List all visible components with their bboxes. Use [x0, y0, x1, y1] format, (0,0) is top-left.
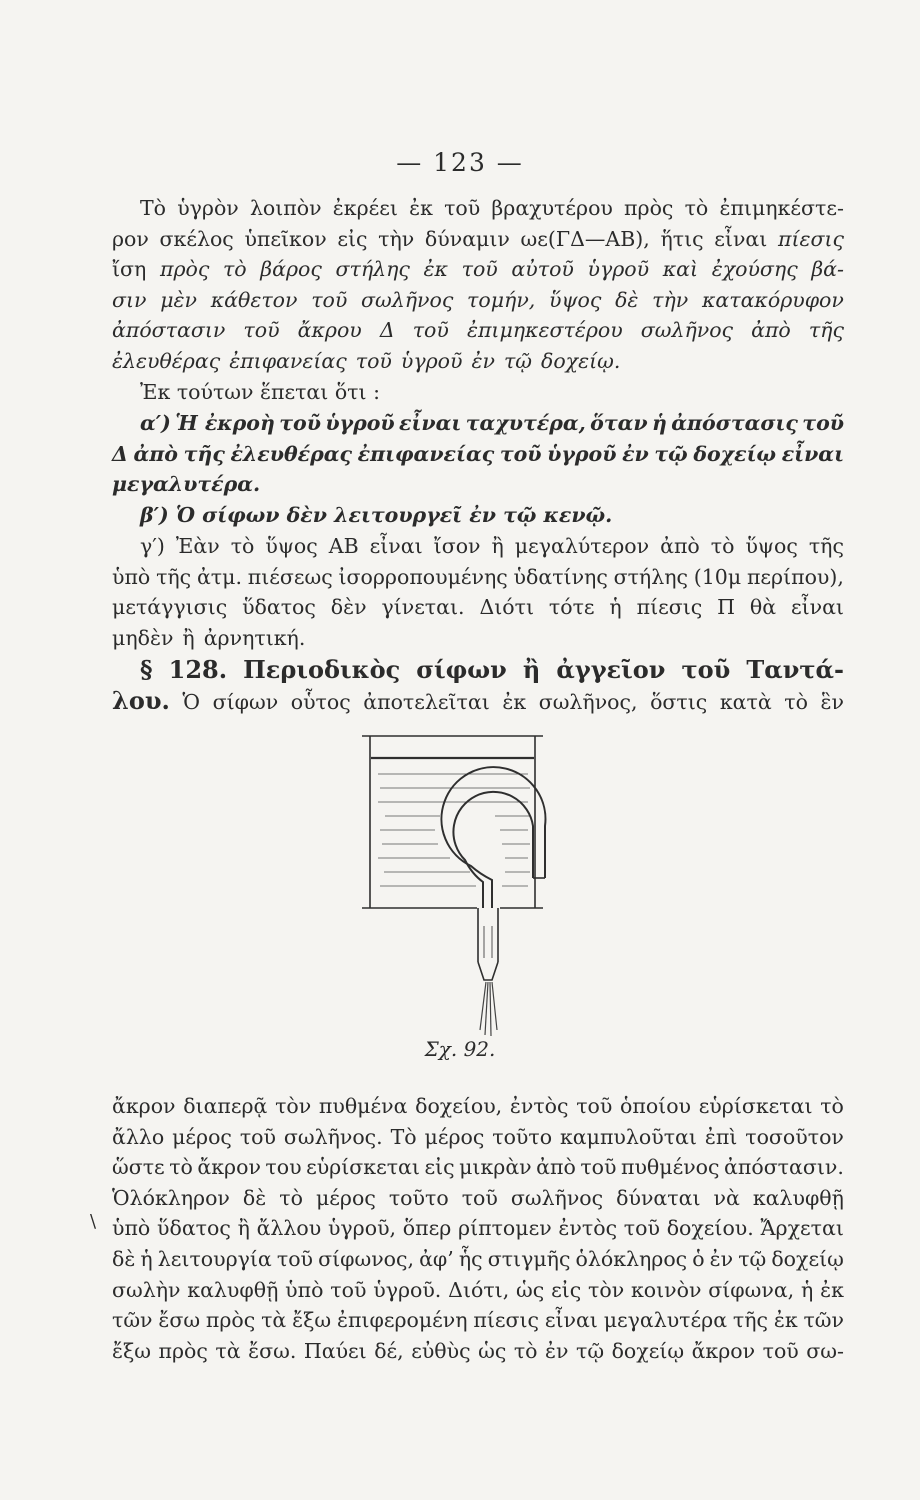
- word: μέρος: [424, 1124, 485, 1149]
- text-line: [112, 565, 844, 596]
- word: δοχείῳ: [611, 1338, 685, 1363]
- word: ἄκρον: [691, 1338, 756, 1363]
- word: ἧς: [458, 1246, 483, 1271]
- heading-word: σίφων: [416, 655, 507, 684]
- section-heading: [112, 655, 844, 716]
- word: ρίπτομεν: [458, 1216, 552, 1241]
- word: μεγαλυτέρα.: [112, 472, 261, 497]
- word: πιέσεως: [247, 564, 333, 589]
- word: ὁλόκληρος: [575, 1246, 688, 1271]
- paragraph-2: [112, 1094, 844, 1369]
- word: τὸ: [513, 1338, 538, 1363]
- section-title-line-2: [112, 686, 844, 717]
- word: τῆς: [732, 1308, 768, 1333]
- word: δύναμιν: [424, 226, 510, 251]
- word: τῆς: [183, 441, 225, 466]
- word: σωλῆνος.: [283, 1124, 383, 1149]
- word: ὕψος: [549, 287, 602, 312]
- paragraph-1: [112, 196, 844, 380]
- word: ὥστε: [112, 1155, 165, 1180]
- word: ἐν: [545, 1338, 569, 1363]
- word: ὑγροῦ.: [373, 1277, 442, 1302]
- follows-line: [112, 380, 844, 411]
- word: ἐν: [471, 348, 495, 373]
- word: τοῦτο: [388, 1185, 449, 1210]
- word: στήλης: [613, 564, 688, 589]
- margin-mark: \: [90, 1211, 97, 1232]
- word: σωλῆνος,: [538, 689, 638, 714]
- word: τοῦ: [623, 1216, 660, 1241]
- word: τῷ: [654, 441, 688, 466]
- word: σίφωνα,: [708, 1277, 795, 1302]
- text-line: [112, 1216, 844, 1247]
- word: τὸν: [275, 1094, 312, 1118]
- word: ὑγροῦ: [587, 257, 650, 282]
- text-line: [112, 349, 844, 380]
- word: πρὸς: [158, 1338, 208, 1363]
- word: ἢ: [237, 1216, 250, 1241]
- word: ἡ: [609, 595, 622, 620]
- word: ἡ: [801, 1277, 814, 1302]
- word: ἐπιμηκεστέρου: [466, 318, 623, 343]
- word: βά-: [811, 257, 844, 282]
- word: δύναται: [616, 1185, 701, 1210]
- word: ἔξω: [292, 1308, 332, 1333]
- word: τῆς: [808, 318, 844, 343]
- word: τὸ: [784, 689, 808, 714]
- section-title-line-1: [112, 655, 844, 686]
- item-a: [112, 411, 844, 503]
- word: τοῦ: [279, 411, 321, 435]
- text-line: [112, 1278, 844, 1309]
- text-line: [112, 257, 844, 288]
- word: ὑπὸ: [112, 1216, 151, 1241]
- word: δοχείου.: [666, 1216, 754, 1241]
- word: εὑρίσκεται: [306, 1155, 420, 1180]
- word: ἐπιμηκέστε-: [719, 196, 844, 220]
- text-line: [112, 1155, 844, 1186]
- text-line: [112, 1186, 844, 1217]
- text-line: [112, 1247, 844, 1278]
- word: ἀτμ.: [196, 564, 242, 589]
- word: ἄκρον: [112, 1094, 176, 1118]
- word: τῷ: [738, 1246, 767, 1271]
- word: Διότι: [479, 595, 535, 620]
- word: ὕψος: [265, 534, 318, 558]
- word: ἐκ: [820, 1277, 844, 1302]
- word: ἐντὸς: [558, 1216, 618, 1241]
- word: ἐπιφερομένη: [336, 1308, 468, 1333]
- word: ὑδατίνης: [513, 564, 608, 589]
- word: ἡ: [140, 1246, 153, 1271]
- word: ἀπὸ: [660, 534, 700, 558]
- word: ἰσορροπουμένης: [338, 564, 508, 589]
- text-line: [112, 1308, 844, 1339]
- word: ὡς: [516, 1277, 545, 1302]
- word: εἶναι: [714, 226, 768, 251]
- word: κατακόρυφον: [701, 287, 844, 312]
- word: ἀπὸ: [751, 318, 791, 343]
- heading-word: ἢ: [522, 655, 541, 684]
- word: μέρος: [315, 1185, 376, 1210]
- outlet-nozzle: [478, 962, 498, 980]
- word: ὅπερ: [402, 1216, 452, 1241]
- word: σίφωνος,: [318, 1246, 414, 1271]
- word: μέρος: [172, 1124, 232, 1149]
- word: ἀπὸ: [133, 441, 178, 466]
- word: εἰς: [424, 1155, 455, 1180]
- word: τοῦ: [762, 1338, 799, 1363]
- word: πυθμένος: [621, 1155, 720, 1180]
- word: Ἄρχεται: [760, 1216, 844, 1241]
- word: τοσοῦτον: [745, 1124, 844, 1149]
- word: ὑπεῖκον: [244, 226, 327, 251]
- word: ρον: [112, 226, 149, 251]
- word: πίεσις: [473, 1308, 540, 1333]
- word: εὐθὺς: [411, 1338, 471, 1363]
- word: ὡς: [478, 1338, 507, 1363]
- word: βάρος: [260, 257, 322, 282]
- text-line: [112, 411, 844, 442]
- text-line: [112, 1094, 844, 1125]
- word: ἐν: [709, 1246, 734, 1271]
- page-number: — 123 —: [396, 148, 524, 177]
- text-line: [112, 626, 844, 657]
- word: τοῦ: [311, 287, 348, 312]
- item-b-text: β′) Ὁ σίφων δὲν λειτουργεῖ ἐν τῷ κενῷ.: [140, 503, 613, 527]
- word: τῶν: [112, 1308, 153, 1333]
- water-jet: [480, 982, 497, 1036]
- word: ἐλευθέρας: [230, 441, 352, 466]
- word: περίπου),: [746, 564, 844, 589]
- word: καμπυλοῦται: [559, 1124, 697, 1149]
- word: μηδὲν: [112, 625, 174, 650]
- text-line: [112, 227, 844, 258]
- word: λειτουργία: [157, 1246, 272, 1271]
- follows-text: Ἐκ τούτων ἕπεται ὅτι :: [140, 380, 380, 404]
- word: πρὸς: [159, 257, 210, 282]
- word: ὑγρὸν: [177, 196, 239, 220]
- word: ἐκ: [773, 1308, 798, 1333]
- word: ἄλλο: [112, 1124, 165, 1149]
- word: Διότι,: [448, 1277, 510, 1302]
- word: τοῦ: [802, 411, 844, 435]
- word: δὲ: [112, 1246, 136, 1271]
- word: μετάγγισις: [112, 595, 228, 620]
- word: διαπερᾷ: [183, 1094, 268, 1118]
- word: λοιπὸν: [249, 196, 322, 220]
- word: πυθμένα: [318, 1094, 408, 1118]
- text-line: [112, 318, 844, 349]
- word: καλυφθῇ: [752, 1185, 844, 1210]
- word: εἰς: [551, 1277, 582, 1302]
- word: ἐπιφανείας: [357, 441, 495, 466]
- word: τοῦ: [461, 1185, 498, 1210]
- word: τότε: [548, 595, 595, 620]
- text-line: [112, 534, 844, 565]
- word: τὸ: [222, 257, 247, 282]
- word: σωλὴν: [112, 1277, 181, 1302]
- word: ἄλλου: [256, 1216, 322, 1241]
- word: τοῦ: [330, 1277, 367, 1302]
- word: τοῦ: [243, 318, 280, 343]
- word: Τὸ: [390, 1124, 417, 1149]
- siphon-tube-inner: [453, 792, 533, 908]
- word: δοχείῳ.: [541, 348, 621, 373]
- word: εἰς: [337, 226, 368, 251]
- word: δὲ: [242, 1185, 267, 1210]
- text-line: [112, 1125, 844, 1156]
- word: σκέλος: [159, 226, 234, 251]
- word: Δ: [112, 441, 128, 466]
- word: τοῦ: [276, 1246, 314, 1271]
- word: μικρὰν: [459, 1155, 532, 1180]
- word: εἶναι: [369, 534, 423, 558]
- word: ἀπὸ: [536, 1155, 576, 1180]
- word: ἴση: [112, 257, 147, 282]
- word: Ἡ ἐκροὴ: [175, 411, 275, 435]
- text-line: [112, 442, 844, 473]
- text-line: [112, 595, 844, 626]
- word: ἐπιφανείας: [229, 348, 347, 373]
- word: ἀρνητική.: [203, 625, 306, 650]
- word: ἡ: [651, 411, 667, 435]
- word: νὰ: [713, 1185, 740, 1210]
- word: δέ,: [374, 1338, 404, 1363]
- word: τὴν: [378, 226, 415, 251]
- siphon-figure: [340, 730, 570, 1070]
- word: καλυφθῇ: [187, 1277, 279, 1302]
- word: ὁποίου: [620, 1094, 692, 1118]
- heading-word: 128.: [168, 655, 228, 684]
- word: στιγμῆς: [487, 1246, 571, 1271]
- word: ἢ: [491, 534, 504, 558]
- word: ὅταν: [590, 411, 648, 435]
- word: κατὰ: [719, 689, 772, 714]
- word: ὑγροῦ: [325, 411, 395, 435]
- word: εἶναι: [790, 595, 844, 620]
- word: τὸ: [279, 1185, 303, 1210]
- word: ἀποτελεῖται: [363, 689, 490, 714]
- word: ἄκρου: [297, 318, 362, 343]
- text-line: [112, 196, 844, 227]
- word: ἐχούσης: [711, 257, 798, 282]
- word: Τὸ: [140, 196, 167, 220]
- word: κάθετον: [210, 287, 298, 312]
- item-b: [112, 503, 844, 534]
- word: ὑπὸ: [285, 1277, 324, 1302]
- word: ἔσω: [158, 1308, 201, 1333]
- word: θὰ: [749, 595, 777, 620]
- word: αὐτοῦ: [511, 257, 574, 282]
- word: του: [265, 1155, 302, 1180]
- item-c: [112, 534, 844, 656]
- word: ὁ: [692, 1246, 705, 1271]
- word: μὲν: [160, 287, 197, 312]
- word: δὲ: [615, 287, 639, 312]
- word: εἶναι: [544, 1308, 598, 1333]
- word: τὸ: [230, 534, 255, 558]
- word: τὸ: [820, 1094, 844, 1118]
- word: σιν: [112, 287, 147, 312]
- word: καὶ: [662, 257, 699, 282]
- word: ὅστις: [650, 689, 708, 714]
- word: σωλῆνος: [510, 1185, 604, 1210]
- word: πίεσις: [636, 595, 703, 620]
- word: τοῦ: [580, 1155, 617, 1180]
- word: τοῦ: [576, 1094, 613, 1118]
- word: πρὸς: [205, 1308, 256, 1333]
- word: ἀπόστασιν: [112, 318, 226, 343]
- word: τὸν: [588, 1277, 625, 1302]
- word: ἐν: [622, 441, 649, 466]
- word: α′): [140, 411, 171, 435]
- word: Ὁλόκληρον: [112, 1185, 230, 1210]
- heading-word: Περιοδικὸς: [243, 655, 401, 684]
- word: ὕδατος: [157, 1216, 231, 1241]
- word: τὸ: [710, 534, 735, 558]
- heading-word: §: [140, 655, 153, 684]
- heading-word: Ταντά-: [746, 655, 844, 684]
- word: τῆς: [156, 564, 192, 589]
- word: ἄκρον: [197, 1155, 261, 1180]
- word: δοχείῳ: [771, 1246, 844, 1271]
- word: κοινὸν: [630, 1277, 702, 1302]
- word: ἢ: [182, 625, 195, 650]
- word: σωλῆνος: [640, 318, 734, 343]
- word: εἶναι: [399, 411, 462, 435]
- heading-word: ἀγγεῖον: [556, 655, 666, 684]
- word: (10μ: [693, 564, 742, 589]
- text-line: [112, 288, 844, 319]
- word: τοῦ: [461, 257, 498, 282]
- word: μεγαλύτερον: [514, 534, 650, 558]
- word: δοχείῳ: [693, 441, 777, 466]
- word: τὸ: [169, 1155, 193, 1180]
- word: ἴσον: [433, 534, 481, 558]
- word: ἔσω.: [248, 1338, 297, 1363]
- word: ἐκ: [502, 689, 527, 714]
- figure-caption: Σχ. 92.: [424, 1037, 496, 1061]
- word: τοῦ: [444, 196, 481, 220]
- text-line: [112, 472, 844, 503]
- word: βραχυτέρου: [491, 196, 613, 220]
- word: ἔξω: [112, 1338, 152, 1363]
- word: τῷ: [576, 1338, 605, 1363]
- word: ἐκ: [409, 196, 433, 220]
- word: τομήν,: [467, 287, 536, 312]
- word: ἀφ’: [419, 1246, 454, 1271]
- word: ὑγροῦ,: [327, 1216, 397, 1241]
- word: ὕδατος: [242, 595, 316, 620]
- word: τῷ: [503, 348, 532, 373]
- word: τὰ: [215, 1338, 241, 1363]
- word: τῶν: [803, 1308, 844, 1333]
- word: στήλης: [335, 257, 410, 282]
- word: ἐκρέει: [332, 196, 398, 220]
- word: ἐπὶ: [704, 1124, 738, 1149]
- word: ἐλευθέρας: [112, 348, 221, 373]
- word: σω-: [806, 1338, 844, 1363]
- word: τοῦ: [499, 441, 542, 466]
- word: τὸ: [684, 196, 709, 220]
- word: τῆς: [808, 534, 844, 558]
- word: τὰ: [261, 1308, 287, 1333]
- word: τοῦ: [239, 1124, 276, 1149]
- word: σίφων: [212, 689, 279, 714]
- word: Π: [717, 595, 736, 620]
- word: εὑρίσκεται: [698, 1094, 813, 1118]
- word: τοῦ: [355, 348, 392, 373]
- word: πίεσις: [777, 226, 844, 251]
- word: πρὸς: [624, 196, 674, 220]
- word: οὗτος: [290, 689, 351, 714]
- word: σωλῆνος: [361, 287, 454, 312]
- word: ὑγροῦ: [400, 348, 463, 373]
- word: ταχυτέρα,: [465, 411, 586, 435]
- heading-word: τοῦ: [681, 655, 731, 684]
- word: ἀπόστασιν.: [724, 1155, 844, 1180]
- section-title-end: λου.: [112, 685, 170, 715]
- word: ἐντὸς: [509, 1094, 569, 1118]
- word: δοχείου,: [415, 1094, 503, 1118]
- word: ὑπὸ: [112, 564, 151, 589]
- word: ΑΒ: [328, 534, 359, 558]
- word: ἓν: [820, 689, 844, 714]
- word: ωε(ΓΔ—ΑΒ),: [520, 226, 650, 251]
- word: γ′): [140, 534, 165, 558]
- word: ἀπόστασις: [671, 411, 798, 435]
- word: ὑγροῦ: [547, 441, 617, 466]
- word: γίνεται.: [381, 595, 465, 620]
- text-line: [112, 1339, 844, 1370]
- word: τοῦτο: [492, 1124, 553, 1149]
- word: ἥτις: [660, 226, 704, 251]
- word: δὲν: [330, 595, 367, 620]
- word: Ἐὰν: [175, 534, 220, 558]
- word: ἐκ: [423, 257, 448, 282]
- word: εἶναι: [781, 441, 844, 466]
- word: Δ: [379, 318, 395, 343]
- word: ὕψος: [745, 534, 798, 558]
- word: Παύει: [303, 1338, 367, 1363]
- word: μεγαλυτέρα: [603, 1308, 728, 1333]
- word: τὴν: [652, 287, 689, 312]
- word: τοῦ: [412, 318, 449, 343]
- word: Ὁ: [182, 689, 201, 714]
